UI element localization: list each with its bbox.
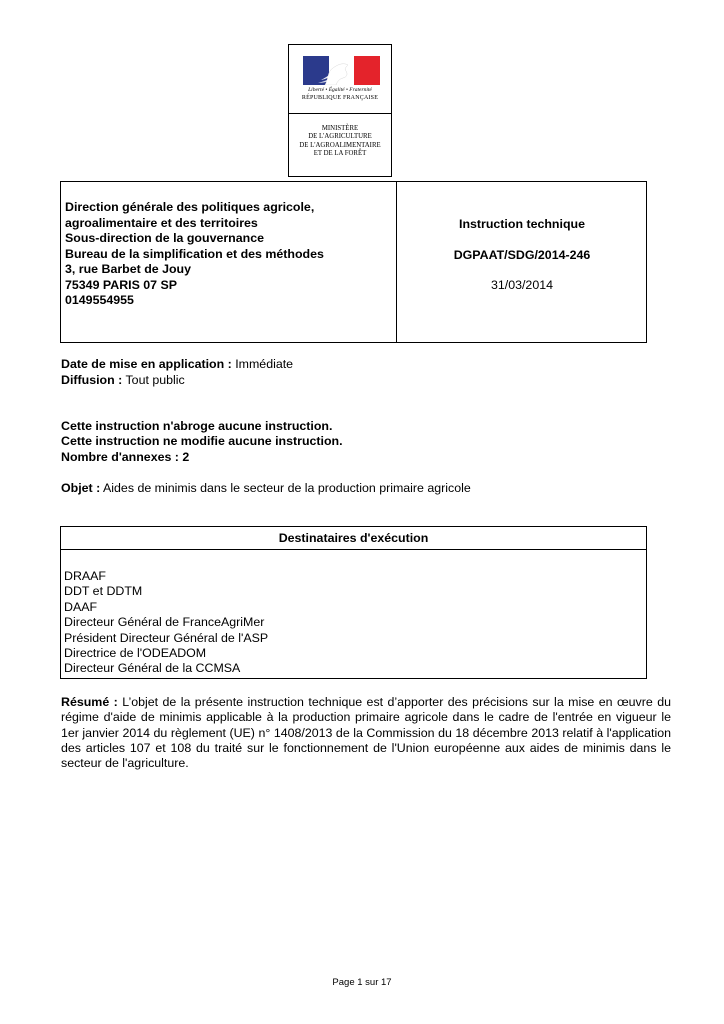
application-label: Date de mise en application : bbox=[61, 357, 232, 371]
destinataires-title: Destinataires d'exécution bbox=[278, 531, 429, 545]
resume-paragraph bbox=[61, 695, 671, 771]
list-item: DAAF bbox=[64, 599, 98, 614]
annexes-count: Nombre d'annexes : 2 bbox=[61, 450, 190, 464]
diffusion-value: Tout public bbox=[125, 373, 185, 387]
marianne-flag-icon bbox=[303, 56, 380, 85]
instruction-reference: DGPAAT/SDG/2014-246 bbox=[453, 248, 591, 262]
ministry-name bbox=[289, 125, 391, 159]
objet-value: Aides de minimis dans le secteur de la production primaire agricole bbox=[103, 481, 471, 495]
instruction-title: Instruction technique bbox=[459, 217, 585, 231]
modifie-statement: Cette instruction ne modifie aucune instruction. bbox=[61, 434, 343, 448]
address-line: 75349 PARIS 07 SP bbox=[65, 277, 178, 292]
address-line: Direction générale des politiques agricole, bbox=[65, 200, 315, 214]
objet bbox=[61, 481, 471, 497]
diffusion-label: Diffusion : bbox=[61, 373, 123, 387]
application-date bbox=[61, 357, 293, 373]
sender-address bbox=[65, 200, 390, 309]
ministry-line: MINISTÈRE bbox=[321, 125, 359, 132]
header-table bbox=[60, 181, 647, 343]
destinataires-table bbox=[60, 526, 647, 679]
resume-text: L’objet de la présente instruction technique est d’apporter des précisions sur la mise en œuvre du régime d'aide de minimis applicable à la production primaire agricole dans le cadre de l'entrée en vigueur le 1er janvier 2014 du règlement (UE) n° 1408/2013 de la Commission du 18 décembre 2013 relatif à l'application des articles 107 et 108 du traité sur le fonctionnement de l'Union européenne aux aides de minimis dans le secteur de l'agriculture. bbox=[61, 695, 671, 771]
address-line: 3, rue Barbet de Jouy bbox=[65, 262, 192, 276]
list-item: Directeur Général de la CCMSA bbox=[64, 661, 241, 676]
objet-label: Objet : bbox=[61, 481, 101, 495]
ministry-logo bbox=[288, 44, 392, 177]
diffusion bbox=[61, 373, 185, 389]
page-number: Page 1 sur 17 bbox=[332, 977, 392, 988]
destinataires-list bbox=[64, 569, 268, 677]
republic-name: RÉPUBLIQUE FRANÇAISE bbox=[301, 95, 379, 101]
list-item: DDT et DDTM bbox=[64, 584, 143, 599]
marianne-logo bbox=[289, 45, 391, 113]
republic-motto: Liberté • Égalité • Fraternité bbox=[308, 87, 372, 93]
application-value: Immédiate bbox=[235, 357, 294, 371]
resume-label: Résumé : bbox=[61, 695, 118, 709]
address-line: agroalimentaire et des territoires bbox=[65, 215, 258, 230]
ministry-line: DE L'AGRICULTURE bbox=[308, 133, 372, 141]
address-line: Sous-direction de la gouvernance bbox=[65, 231, 264, 245]
instruction-date: 31/03/2014 bbox=[490, 278, 553, 292]
list-item: Directeur Général de FranceAgriMer bbox=[64, 615, 265, 630]
ministry-line: DE L'AGROALIMENTAIRE bbox=[299, 141, 381, 149]
address-line: 0149554955 bbox=[65, 293, 134, 307]
list-item: Directrice de l'ODEADOM bbox=[64, 646, 207, 661]
destinataires-divider bbox=[61, 549, 646, 550]
logo-divider bbox=[289, 113, 391, 114]
address-line: Bureau de la simplification et des méthodes bbox=[65, 246, 324, 261]
abroge-statement: Cette instruction n'abroge aucune instruction. bbox=[61, 419, 333, 433]
list-item: DRAAF bbox=[64, 569, 106, 583]
list-item: Président Directeur Général de l'ASP bbox=[64, 630, 269, 645]
header-column-divider bbox=[396, 182, 397, 342]
ministry-line: ET DE LA FORÊT bbox=[313, 150, 367, 158]
